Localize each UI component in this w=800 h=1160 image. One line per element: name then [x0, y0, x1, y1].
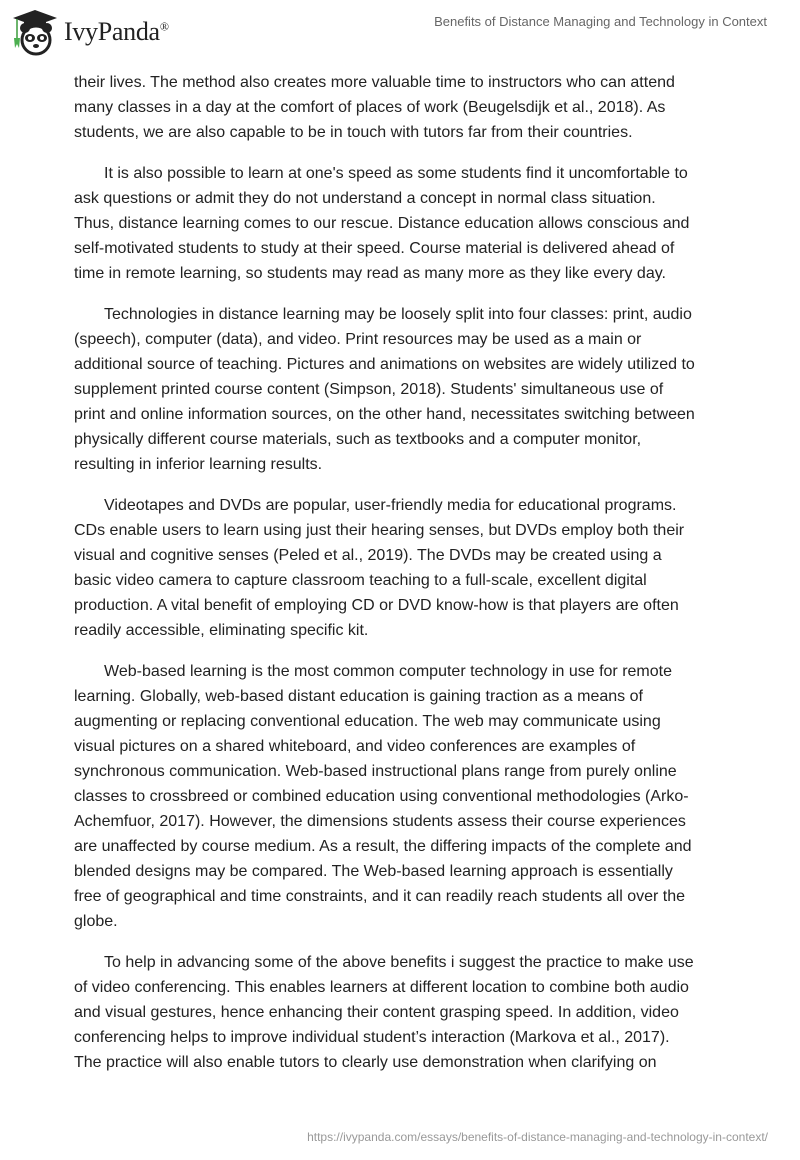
paragraph-line: It is also possible to learn at one's speed as some students find it uncomfortable to: [104, 165, 688, 182]
paragraph-line: their lives. The method also creates more valuable time to instructors who can attend: [74, 74, 675, 91]
paragraph-line: supplement printed course content (Simpson, 2018). Students' simultaneous use of: [74, 381, 664, 398]
paragraph-line: readily accessible, eliminating specific kit.: [74, 622, 369, 639]
paragraph-line: augmenting or replacing conventional education. The web may communicate using: [74, 713, 661, 730]
paragraph-line: students, we are also capable to be in touch with tutors far from their countries.: [74, 124, 633, 141]
essay-body: [74, 70, 734, 1091]
paragraph-line: ask questions or admit they do not understand a concept in normal class situation.: [74, 190, 656, 207]
paragraph: [74, 70, 734, 145]
paragraph-line: of video conferencing. This enables learners at different location to combine both audio: [74, 979, 689, 996]
paragraph: [74, 659, 734, 934]
paragraph-line: and visual gestures, hence enhancing their content grasping speed. In addition, video: [74, 1004, 679, 1021]
paragraph-line: basic video camera to capture classroom teaching to a full-scale, excellent digital: [74, 572, 647, 589]
paragraph-line: Technologies in distance learning may be loosely split into four classes: print, audio: [104, 306, 692, 323]
paragraph: [74, 302, 734, 477]
paragraph-line: are unaffected by course medium. As a result, the differing impacts of the complete and: [74, 838, 692, 855]
paragraph-line: Web-based learning is the most common computer technology in use for remote: [104, 663, 672, 680]
paragraph-line: self-motivated students to study at their speed. Course material is delivered ahead of: [74, 240, 675, 257]
paragraph-line: visual pictures on a shared whiteboard, and video conferences are examples of: [74, 738, 636, 755]
paragraph-line: resulting in inferior learning results.: [74, 456, 323, 473]
paragraph-line: Thus, distance learning comes to our rescue. Distance education allows conscious and: [74, 215, 690, 232]
paragraph-line: many classes in a day at the comfort of places of work (Beugelsdijk et al., 2018). As: [74, 99, 666, 116]
paragraph-line: physically different course materials, such as textbooks and a computer monitor,: [74, 431, 642, 448]
paragraph-line: CDs enable users to learn using just their hearing senses, but DVDs employ both their: [74, 522, 685, 539]
paragraph-line: (speech), computer (data), and video. Print resources may be used as a main or: [74, 331, 642, 348]
logo-name: IvyPanda: [64, 17, 160, 46]
paragraph: [74, 950, 734, 1075]
registered-mark: ®: [159, 19, 169, 34]
paragraph-line: free of geographical and time constraints, and it can readily reach students all over the: [74, 888, 686, 905]
paragraph-line: globe.: [74, 913, 118, 930]
footer-url[interactable]: https://ivypanda.com/essays/benefits-of-distance-managing-and-technology-in-context/: [307, 1130, 768, 1144]
document-title: Benefits of Distance Managing and Technology in Context: [434, 14, 767, 29]
paragraph-line: production. A vital benefit of employing CD or DVD know-how is that players are often: [74, 597, 679, 614]
paragraph-line: time in remote learning, so students may read as many more as they like every day.: [74, 265, 666, 282]
logo-text: [64, 17, 169, 47]
paragraph-line: To help in advancing some of the above benefits i suggest the practice to make use: [104, 954, 694, 971]
panda-graduate-icon: [12, 8, 58, 56]
paragraph-line: blended designs may be compared. The Web-based learning approach is essentially: [74, 863, 673, 880]
paragraph-line: print and online information sources, on the other hand, necessitates switching between: [74, 406, 695, 423]
paragraph-line: visual and cognitive senses (Peled et al., 2019). The DVDs may be created using a: [74, 547, 662, 564]
paragraph-line: additional source of teaching. Pictures and animations on websites are widely utilized to: [74, 356, 695, 373]
page-header: [0, 0, 800, 60]
paragraph-line: Videotapes and DVDs are popular, user-friendly media for educational programs.: [104, 497, 677, 514]
paragraph-line: synchronous communication. Web-based instructional plans range from purely online: [74, 763, 677, 780]
paragraph: [74, 161, 734, 286]
ivypanda-logo[interactable]: [12, 8, 169, 56]
paragraph-line: classes to crossbreed or combined education using conventional methodologies (Arko-: [74, 788, 689, 805]
paragraph-line: The practice will also enable tutors to clearly use demonstration when clarifying on: [74, 1054, 657, 1071]
paragraph: [74, 493, 734, 643]
paragraph-line: learning. Globally, web-based distant education is gaining traction as a means of: [74, 688, 643, 705]
paragraph-line: Achemfuor, 2017). However, the dimensions students assess their course experiences: [74, 813, 686, 830]
paragraph-line: conferencing helps to improve individual student’s interaction (Markova et al., 2017).: [74, 1029, 670, 1046]
